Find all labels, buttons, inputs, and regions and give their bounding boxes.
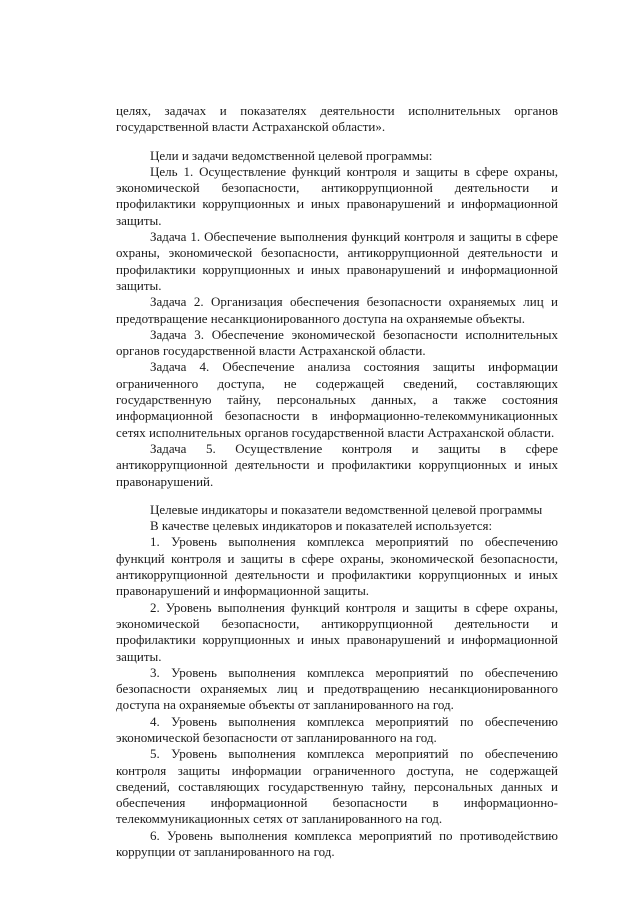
task-2-paragraph: Задача 2. Организация обеспечения безопасности охраняемых лиц и предотвращение несанкционированного доступа на охраняемые объекты. [116, 294, 558, 326]
indicators-heading: Целевые индикаторы и показатели ведомственной целевой программы [150, 501, 543, 517]
section-gap [116, 136, 558, 148]
indicators-intro: В качестве целевых индикаторов и показателей используется: [150, 518, 493, 534]
task-1-paragraph: Задача 1. Обеспечение выполнения функций контроля и защиты в сфере охраны, экономической безопасности, антикоррупционной деятельности и профилактики коррупционных и иных правонарушений и информационной защиты. [116, 229, 558, 293]
indicator-4-paragraph: 4. Уровень выполнения комплекса мероприятий по обеспечению экономической безопасности от запланированного на год. [116, 713, 558, 745]
task-4-paragraph: Задача 4. Обеспечение анализа состояния защиты информации ограниченного доступа, не содержащей сведений, составляющих государственную тайну, персональных данных, а также состояния информационной безопасности в информационно-телекоммуникационных сетях исполнительных органов государственной власти Астраханской области. [116, 359, 558, 440]
indicator-2-paragraph: 2. Уровень выполнения функций контроля и защиты в сфере охраны, экономической безопасности, антикоррупционной деятельности и профилактики коррупционных и иных правонарушений и информационной защиты. [116, 599, 558, 664]
section-gap [116, 490, 558, 502]
goal-1-paragraph: Цель 1. Осуществление функций контроля и защиты в сфере охраны, экономической безопасности, антикоррупционной деятельности и профилактики коррупционных и иных правонарушений и информационной защиты. [116, 163, 558, 228]
indicator-6-paragraph: 6. Уровень выполнения комплекса мероприятий по противодействию коррупции от запланированного на год. [116, 827, 558, 860]
indicator-1-paragraph: 1. Уровень выполнения комплекса мероприятий по обеспечению функций контроля и защиты в сфере охраны, экономической безопасности, антикоррупционной деятельности и профилактики коррупционных и иных правонарушений и информационной защиты. [116, 534, 558, 599]
intro-paragraph: целях, задачах и показателях деятельности исполнительных органов государственной власти Астраханской области». [116, 103, 558, 135]
indicator-3-paragraph: 3. Уровень выполнения комплекса мероприятий по обеспечению безопасности охраняемых лиц и предотвращению несанкционированного доступа на охраняемые объекты от запланированного на год. [116, 664, 558, 713]
task-3-paragraph: Задача 3. Обеспечение экономической безопасности исполнительных органов государственной власти Астраханской области. [116, 326, 558, 359]
task-5-paragraph: Задача 5. Осуществление контроля и защиты в сфере антикоррупционной деятельности и профилактики коррупционных и иных правонарушений. [116, 440, 558, 489]
indicator-5-paragraph: 5. Уровень выполнения комплекса мероприятий по обеспечению контроля защиты информации ограниченного доступа, не содержащей сведений, составляющих государственную тайну, персональных данных и обеспечения информационной безопасности в информационно-телекоммуникационных сетях от запланированного на год. [116, 746, 558, 827]
document-body [116, 103, 558, 860]
goals-heading: Цели и задачи ведомственной целевой программы: [150, 147, 433, 163]
